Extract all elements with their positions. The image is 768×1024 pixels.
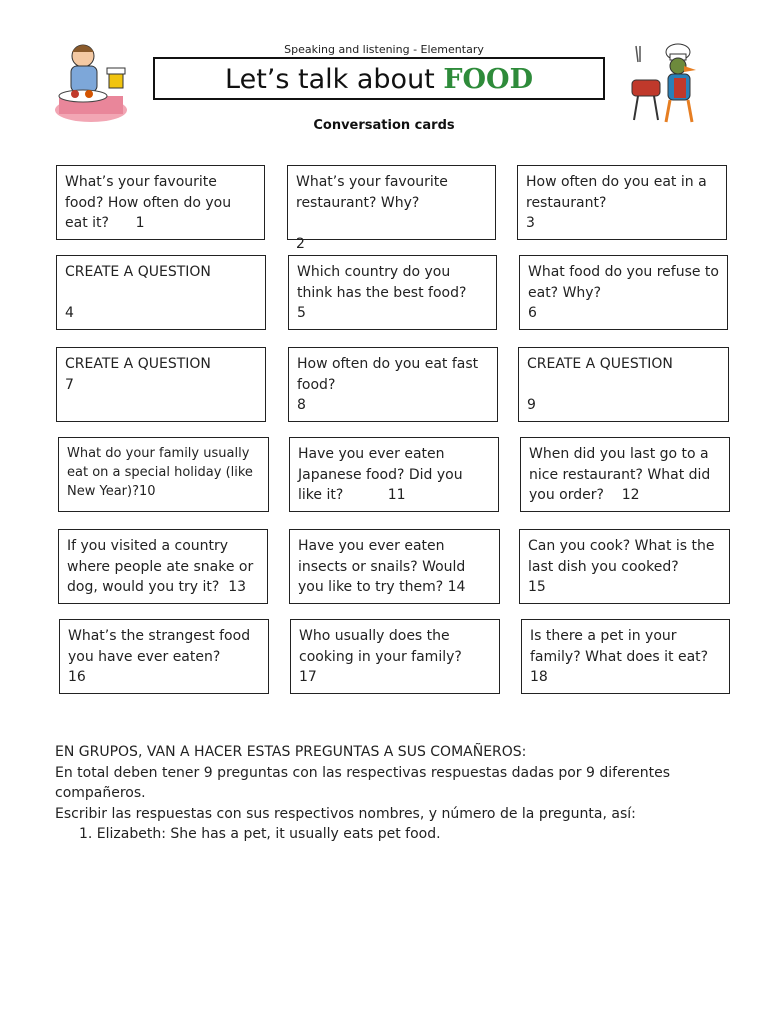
card-text: Who usually does the cooking in your family? 17 [299,628,462,685]
conversation-card-8 [288,347,498,422]
worksheet-subtitle: Speaking and listening - Elementary [284,43,484,56]
conversation-card-16 [59,619,269,694]
conversation-card-12 [520,437,730,512]
conversation-card-1 [56,165,265,240]
card-text: Which country do you think has the best food? 5 [297,264,467,321]
conversation-card-3 [517,165,727,240]
conversation-card-15 [519,529,730,604]
conversation-card-11 [289,437,499,512]
example-answer: 1. Elizabeth: She has a pet, it usually eats pet food. [79,826,441,842]
page-title: Let’s talk about [225,64,444,95]
conversation-card-17 [290,619,500,694]
instructions-line: Escribir las respuestas con sus respectivos nombres, y número de la pregunta, así: [55,805,636,822]
conversation-card-9 [518,347,729,422]
instructions-heading: EN GRUPOS, VAN A HACER ESTAS PREGUNTAS A SUS COMAÑEROS: [55,744,527,760]
conversation-card-10 [58,437,269,512]
conversation-card-6 [519,255,728,330]
instructions-line: En total deben tener 9 preguntas con las respectivas respuestas dadas por 9 diferentes compañeros. [55,764,671,801]
conversation-card-7 [56,347,266,422]
title-highlight: FOOD [443,64,533,95]
card-text: Is there a pet in your family? What does it eat? 18 [530,628,709,685]
conversation-card-18 [521,619,730,694]
card-text: What do your family usually eat on a special holiday (like New Year)?10 [67,446,258,499]
card-text: What’s your favourite restaurant? Why? 2 [296,174,448,252]
card-text: Can you cook? What is the last dish you cooked? 15 [528,538,715,595]
card-text: CREATE A QUESTION 4 [65,264,211,321]
card-text: CREATE A QUESTION 7 [65,356,211,393]
card-text: CREATE A QUESTION 9 [527,356,673,413]
card-text: How often do you eat in a restaurant? 3 [526,174,707,231]
conversation-card-5 [288,255,497,330]
conversation-card-13 [58,529,268,604]
card-text: If you visited a country where people ate snake or dog, would you try it? 13 [67,538,258,595]
card-text: When did you last go to a nice restaurant? What did you order? 12 [529,446,715,503]
conversation-card-14 [289,529,500,604]
card-text: What’s the strangest food you have ever eaten? 16 [68,628,255,685]
card-text: What’s your favourite food? How often do you eat it? 1 [65,174,236,231]
conversation-card-4 [56,255,266,330]
card-text: How often do you eat fast food? 8 [297,356,479,413]
title-box [153,57,605,100]
card-text: Have you ever eaten Japanese food? Did you like it? 11 [298,446,468,503]
section-title: Conversation cards [313,118,455,133]
card-text: Have you ever eaten insects or snails? Would you like to try them? 14 [298,538,470,595]
card-text: What food do you refuse to eat? Why? 6 [528,264,719,321]
instructions [55,742,735,845]
conversation-card-2 [287,165,496,252]
